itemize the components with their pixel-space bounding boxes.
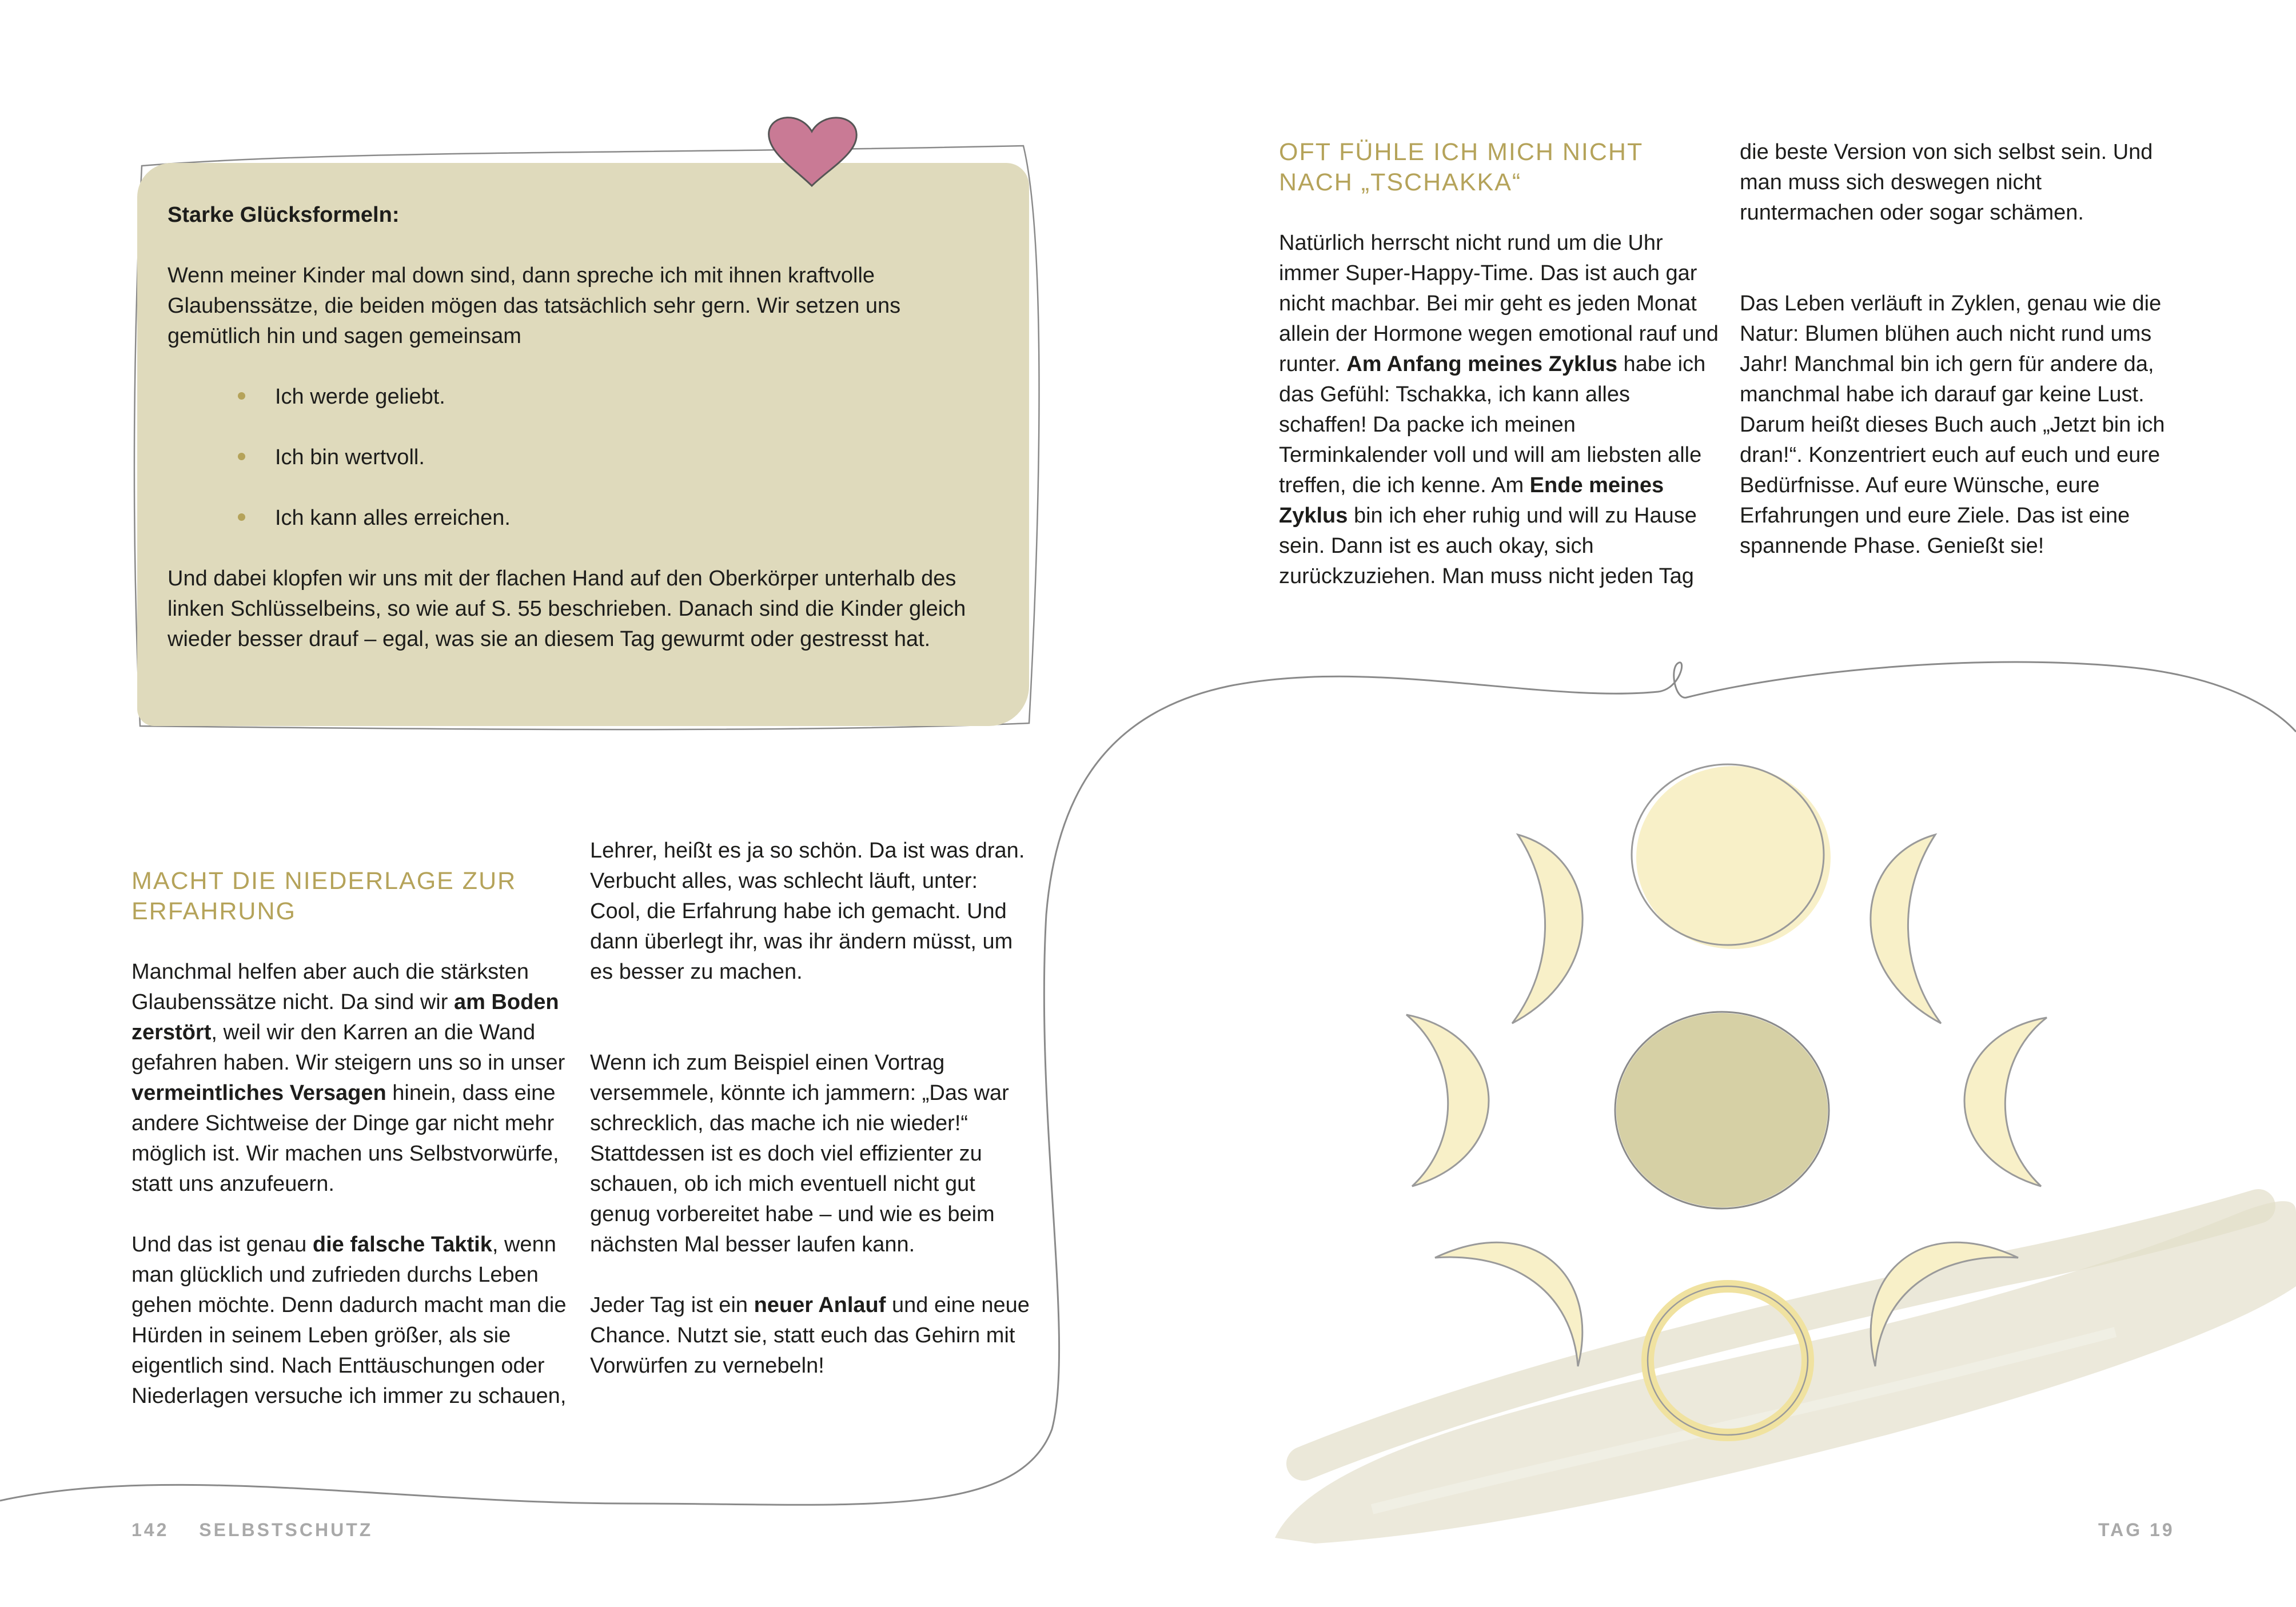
- heart-icon: [760, 106, 863, 192]
- bullet-dot-icon: [238, 513, 245, 521]
- section-heading-left: MACHT DIE NIEDERLAGE ZUR ERFAHRUNG: [131, 867, 517, 925]
- info-box-outro: Und dabei klopfen wir uns mit der flachen Hand auf den Oberkörper unterhalb des linken Schlüsselbeins, so wie auf S. 55 beschrieben. Danach sind die Kinder gleich wieder besser drauf – egal, was sie an diesem Tag gewurmt oder gestresst hat.: [168, 567, 966, 651]
- left-column-2: [590, 836, 1030, 1381]
- info-box-intro: Wenn meiner Kinder mal down sind, dann spreche ich mit ihnen kraftvolle Glaubenssätze, die beiden mögen das tatsächlich sehr gern. Wir setzen uns gemütlich hin und sagen gemeinsam: [168, 264, 901, 348]
- right-column-2: [1740, 137, 2186, 561]
- list-item: Ich kann alles erreichen.: [275, 503, 991, 533]
- right-column-1: [1279, 137, 1719, 592]
- paragraph: Das Leben verläuft in Zyklen, genau wie die Natur: Blumen blühen auch nicht rund ums Jahr! Manchmal bin ich gern für andere da, manchmal habe ich darauf gar keine Lust. Darum heißt dieses Buch auch „Jetzt bin ich dran!“. Konzentriert euch auf euch und eure Bedürfnisse. Auf eure Wünsche, eure Erfahrungen und eure Ziele. Das ist eine spannende Phase. Genießt sie!: [1740, 292, 2165, 558]
- list-item: Ich werde geliebt.: [275, 382, 991, 412]
- info-box-content: [168, 200, 991, 655]
- day-label: TAG 19: [2098, 1520, 2175, 1540]
- footer-left: [131, 1520, 373, 1541]
- footer-right: [2098, 1520, 2175, 1541]
- affirmation-list: [168, 382, 991, 533]
- paragraph: Manchmal helfen aber auch die stärksten Glaubenssätze nicht. Da sind wir am Boden zerstört, weil wir den Karren an die Wand gefahren haben. Wir steigern uns so in unser vermeintliches Versagen hinein, dass eine andere Sichtweise der Dinge gar nicht mehr möglich ist. Wir machen uns Selbstvorwürfe, statt uns anzufeuern.: [131, 960, 565, 1196]
- section-heading-right: OFT FÜHLE ICH MICH NICHT NACH „TSCHAKKA“: [1279, 138, 1643, 196]
- paragraph: Natürlich herrscht nicht rund um die Uhr immer Super-Happy-Time. Das ist auch gar nicht machbar. Bei mir geht es jeden Monat allein der Hormone wegen emotional rauf und runter. Am Anfang meines Zyklus habe ich das Gefühl: Tschakka, ich kann alles schaffen! Da packe ich meinen Terminkalender voll und will am liebsten alle treffen, die ich kenne. Am Ende meines Zyklus bin ich eher ruhig und will zu Hause sein. Dann ist es auch okay, sich zurückzuziehen. Man muss nicht jeden Tag: [1279, 231, 1719, 588]
- paragraph: Und das ist genau die falsche Taktik, wenn man glücklich und zufrieden durchs Leben gehen möchte. Denn dadurch macht man die Hürden in seinem Leben größer, als sie eigentlich sind. Nach Enttäuschungen oder Niederlagen versuche ich immer zu schauen,: [131, 1233, 567, 1408]
- bullet-dot-icon: [238, 392, 245, 400]
- chapter-title: SELBSTSCHUTZ: [199, 1520, 373, 1540]
- bullet-dot-icon: [238, 453, 245, 460]
- page-number: 142: [131, 1520, 169, 1540]
- paragraph-continued: die beste Version von sich selbst sein. Und man muss sich deswegen nicht runtermachen oder sogar schämen.: [1740, 140, 2153, 225]
- left-column-1: [131, 866, 572, 1411]
- list-item: Ich bin wertvoll.: [275, 442, 991, 473]
- info-box-title: Starke Glücksformeln:: [168, 203, 400, 227]
- paragraph: Jeder Tag ist ein neuer Anlauf und eine neue Chance. Nutzt sie, statt euch das Gehirn mit Vorwürfen zu vernebeln!: [590, 1293, 1030, 1378]
- paragraph: Wenn ich zum Beispiel einen Vortrag versemmele, könnte ich jammern: „Das war schrecklich, das mache ich nie wieder!“ Stattdessen ist es doch viel effizienter zu schauen, ob ich mich eventuell nicht gut genug vorbereitet habe – und wie es beim nächsten Mal besser laufen kann.: [590, 1051, 1009, 1257]
- paragraph-continued: Lehrer, heißt es ja so schön. Da ist was dran. Verbucht alles, was schlecht läuft, unter: Cool, die Erfahrung habe ich gemacht. Und dann überlegt ihr, was ihr ändern müsst, um es besser zu machen.: [590, 839, 1025, 984]
